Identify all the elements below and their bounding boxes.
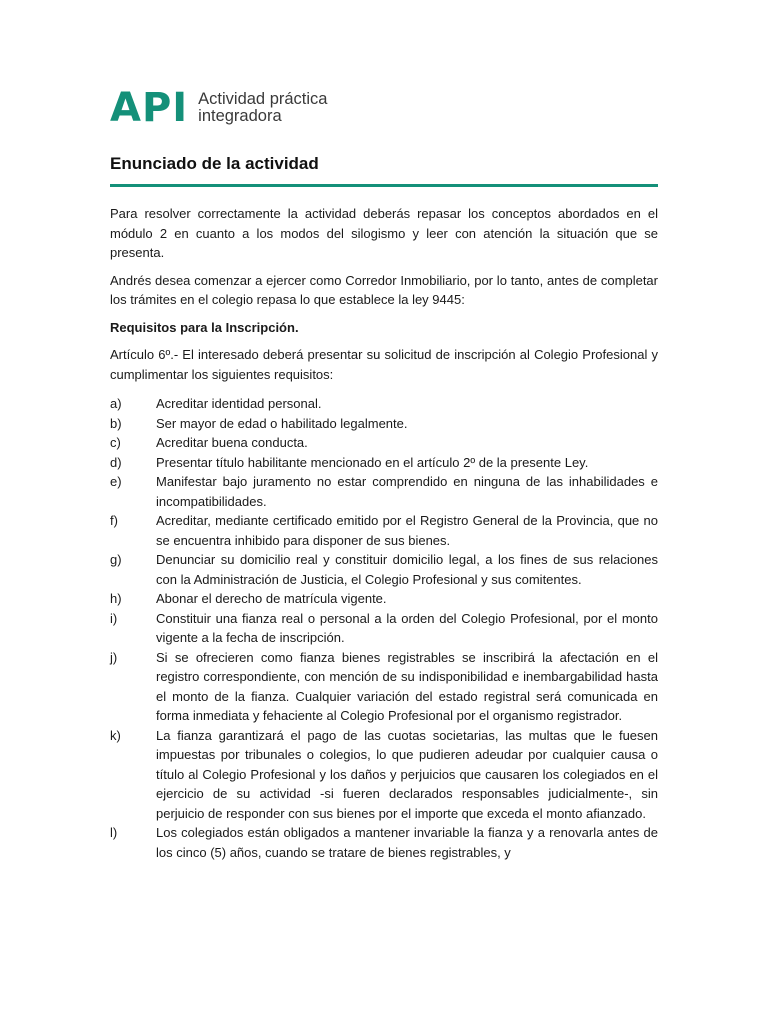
list-item-text: Acreditar identidad personal. [156, 396, 322, 411]
list-item-text: Presentar título habilitante mencionado en el artículo 2º de la presente Ley. [156, 454, 589, 470]
logo-line-1: Actividad práctica [198, 90, 328, 108]
title-divider [110, 184, 658, 187]
section-subheading: Requisitos para la Inscripción. [110, 319, 299, 335]
list-item-text: Manifestar bajo juramento no estar comprendido en ninguna de las inhabilidades e incompatibilidades. [156, 474, 658, 509]
list-item-marker: l) [110, 825, 118, 840]
context-paragraph: Andrés desea comenzar a ejercer como Corredor Inmobiliario, por lo tanto, antes de completar los trámites en el colegio repasa lo que establece la ley 9445: [110, 272, 658, 307]
intro-paragraph: Para resolver correctamente la actividad deberás repasar los conceptos abordados en el módulo 2 en cuanto a los modos del silogismo y leer con atención la situación que se presenta. [110, 206, 658, 260]
list-item-text: Los colegiados están obligados a mantener invariable la fianza y a renovarla antes de los cinco (5) años, cuando se tratare de bienes registrables, y [156, 825, 658, 860]
api-logo [110, 84, 658, 132]
list-item-marker: h) [110, 591, 122, 606]
logo-line-2: integradora [198, 107, 282, 125]
requirements-list [110, 394, 658, 862]
page-title: Enunciado de la actividad [110, 154, 319, 173]
list-item-marker: k) [110, 727, 121, 743]
article-paragraph: Artículo 6º.- El interesado deberá presentar su solicitud de inscripción al Colegio Profesional y cumplimentar los siguientes requisitos: [110, 347, 658, 382]
list-item [110, 453, 658, 473]
list-item-text: Ser mayor de edad o habilitado legalmente. [156, 415, 408, 431]
document-body [110, 204, 658, 862]
list-item-marker: g) [110, 552, 122, 567]
list-item [110, 726, 658, 824]
list-item-text: Acreditar, mediante certificado emitido por el Registro General de la Provincia, que no se encuentra inhibido para disponer de sus bienes. [156, 513, 658, 548]
list-item-text: La fianza garantizará el pago de las cuotas societarias, las multas que le fuesen impuestas por tribunales o colegios, lo que pudieren adeudar por cualquier causa o título al Colegio Profesional y los daños y perjuicios que causaren los colegiados en el ejercicio de su actividad -si fueren declarados responsables judicialmente-, sin perjuicio de responder con sus bienes por el importe que exceda el monto afianzado. [156, 727, 658, 821]
list-item-text: Acreditar buena conducta. [156, 435, 308, 450]
list-item [110, 609, 658, 648]
list-item-text: Abonar el derecho de matrícula vigente. [156, 591, 387, 606]
logo-subtitle [198, 91, 327, 125]
list-item [110, 472, 658, 511]
list-item-marker: c) [110, 435, 121, 450]
list-item-marker: i) [110, 610, 118, 626]
list-item [110, 550, 658, 589]
logo-mark: API [110, 85, 189, 131]
list-item-text: Si se ofrecieren como fianza bienes registrables se inscribirá la afectación en el registro correspondiente, con mención de su indisponibilidad e inembargabilidad hasta el monto de la fianza. Cualquier variación del estado registral será comunicada en forma inmediata y fehaciente al Colegio Profesional por el organismo registrador. [156, 649, 658, 723]
list-item [110, 648, 658, 726]
list-item [110, 823, 658, 862]
list-item [110, 394, 658, 414]
list-item-text: Denunciar su domicilio real y constituir domicilio legal, a los fines de sus relaciones con la Administración de Justicia, el Colegio Profesional y sus comitentes. [156, 552, 658, 587]
list-item [110, 414, 658, 434]
list-item-marker: d) [110, 454, 122, 470]
list-item-text: Constituir una fianza real o personal a la orden del Colegio Profesional, por el monto vigente a la fecha de inscripción. [156, 610, 658, 645]
list-item [110, 589, 658, 609]
list-item [110, 511, 658, 550]
list-item-marker: a) [110, 396, 122, 411]
list-item-marker: f) [110, 513, 118, 528]
document-page [110, 84, 658, 862]
list-item-marker: b) [110, 415, 122, 431]
list-item-marker: e) [110, 474, 122, 489]
list-item-marker: j) [110, 649, 118, 665]
list-item [110, 433, 658, 453]
